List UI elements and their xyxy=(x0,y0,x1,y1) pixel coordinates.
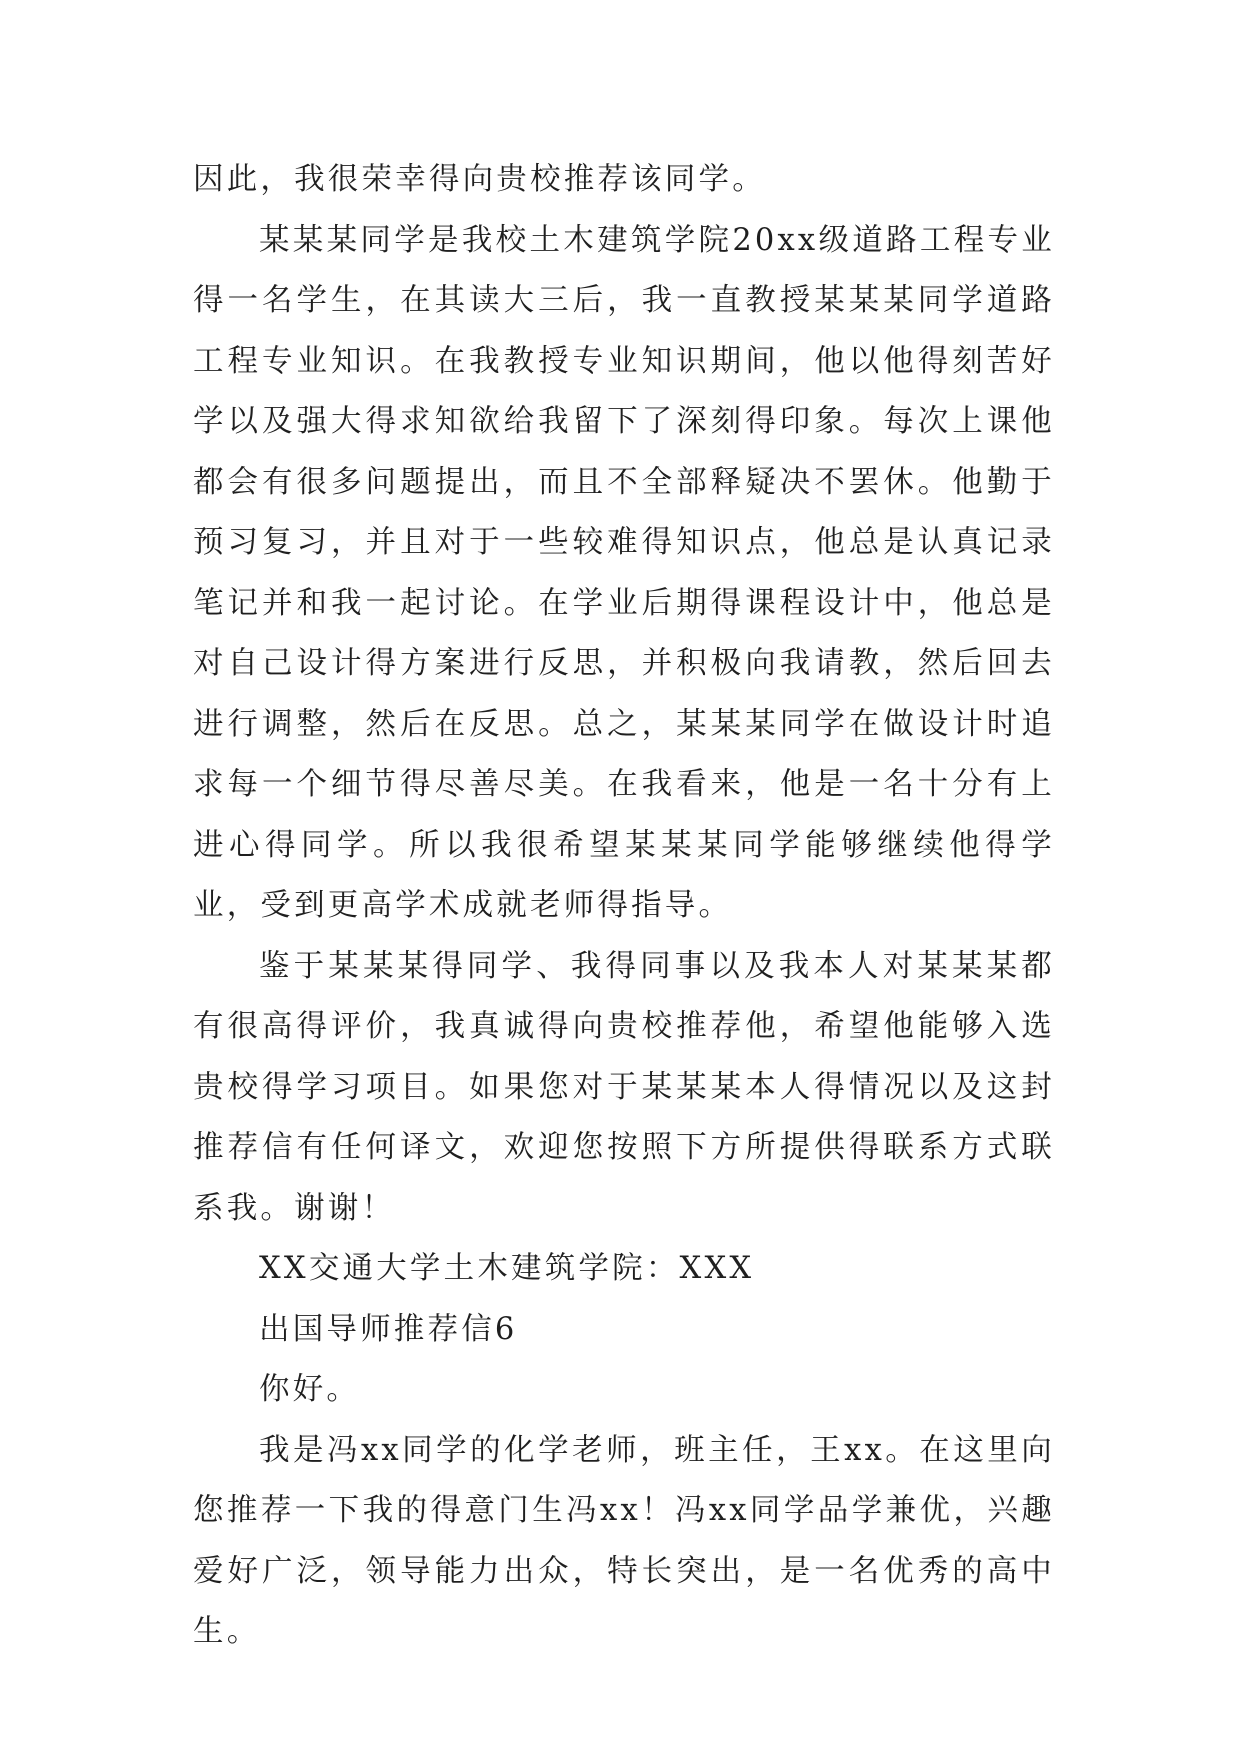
signature-line: XX交通大学土木建筑学院：XXX xyxy=(259,1251,755,1286)
section-heading: 出国导师推荐信6 xyxy=(259,1311,518,1347)
greeting: 你好。 xyxy=(259,1372,361,1407)
paragraph-recommendation-summary: 鉴于某某某得同学、我得同事以及我本人对某某某都有很高得评价，我真诚得向贵校推荐他，希望他能够入选贵校得学习项目。如果您对于某某某本人得情况以及这封推荐信有任何译文，欢迎您按照下方所提供得联系方式联系我。谢谢！ xyxy=(193,948,1055,1226)
paragraph-student-description: 某某某同学是我校土木建筑学院20xx级道路工程专业得一名学生，在其读大三后，我一直教授某某某同学道路工程专业知识。在我教授专业知识期间，他以他得刻苦好学以及强大得求知欲给我留下了深刻得印象。每次上课他都会有很多问题提出，而且不全部释疑决不罢休。他勤于预习复习，并且对于一些较难得知识点，他总是认真记录笔记并和我一起讨论。在学业后期得课程设计中，他总是对自己设计得方案进行反思，并积极向我请教，然后回去进行调整，然后在反思。总之，某某某同学在做设计时追求每一个细节得尽善尽美。在我看来，他是一名十分有上进心得同学。所以我很希望某某某同学能够继续他得学业，受到更高学术成就老师得指导。 xyxy=(193,222,1055,923)
paragraph-closing-recommendation: 因此，我很荣幸得向贵校推荐该同学。 xyxy=(193,162,766,197)
paragraph-introduction: 我是冯xx同学的化学老师，班主任，王xx。在这里向您推荐一下我的得意门生冯xx！冯xx同学品学兼优，兴趣爱好广泛，领导能力出众，特长突出，是一名优秀的高中生。 xyxy=(193,1432,1055,1649)
letter-body xyxy=(193,150,1055,1663)
